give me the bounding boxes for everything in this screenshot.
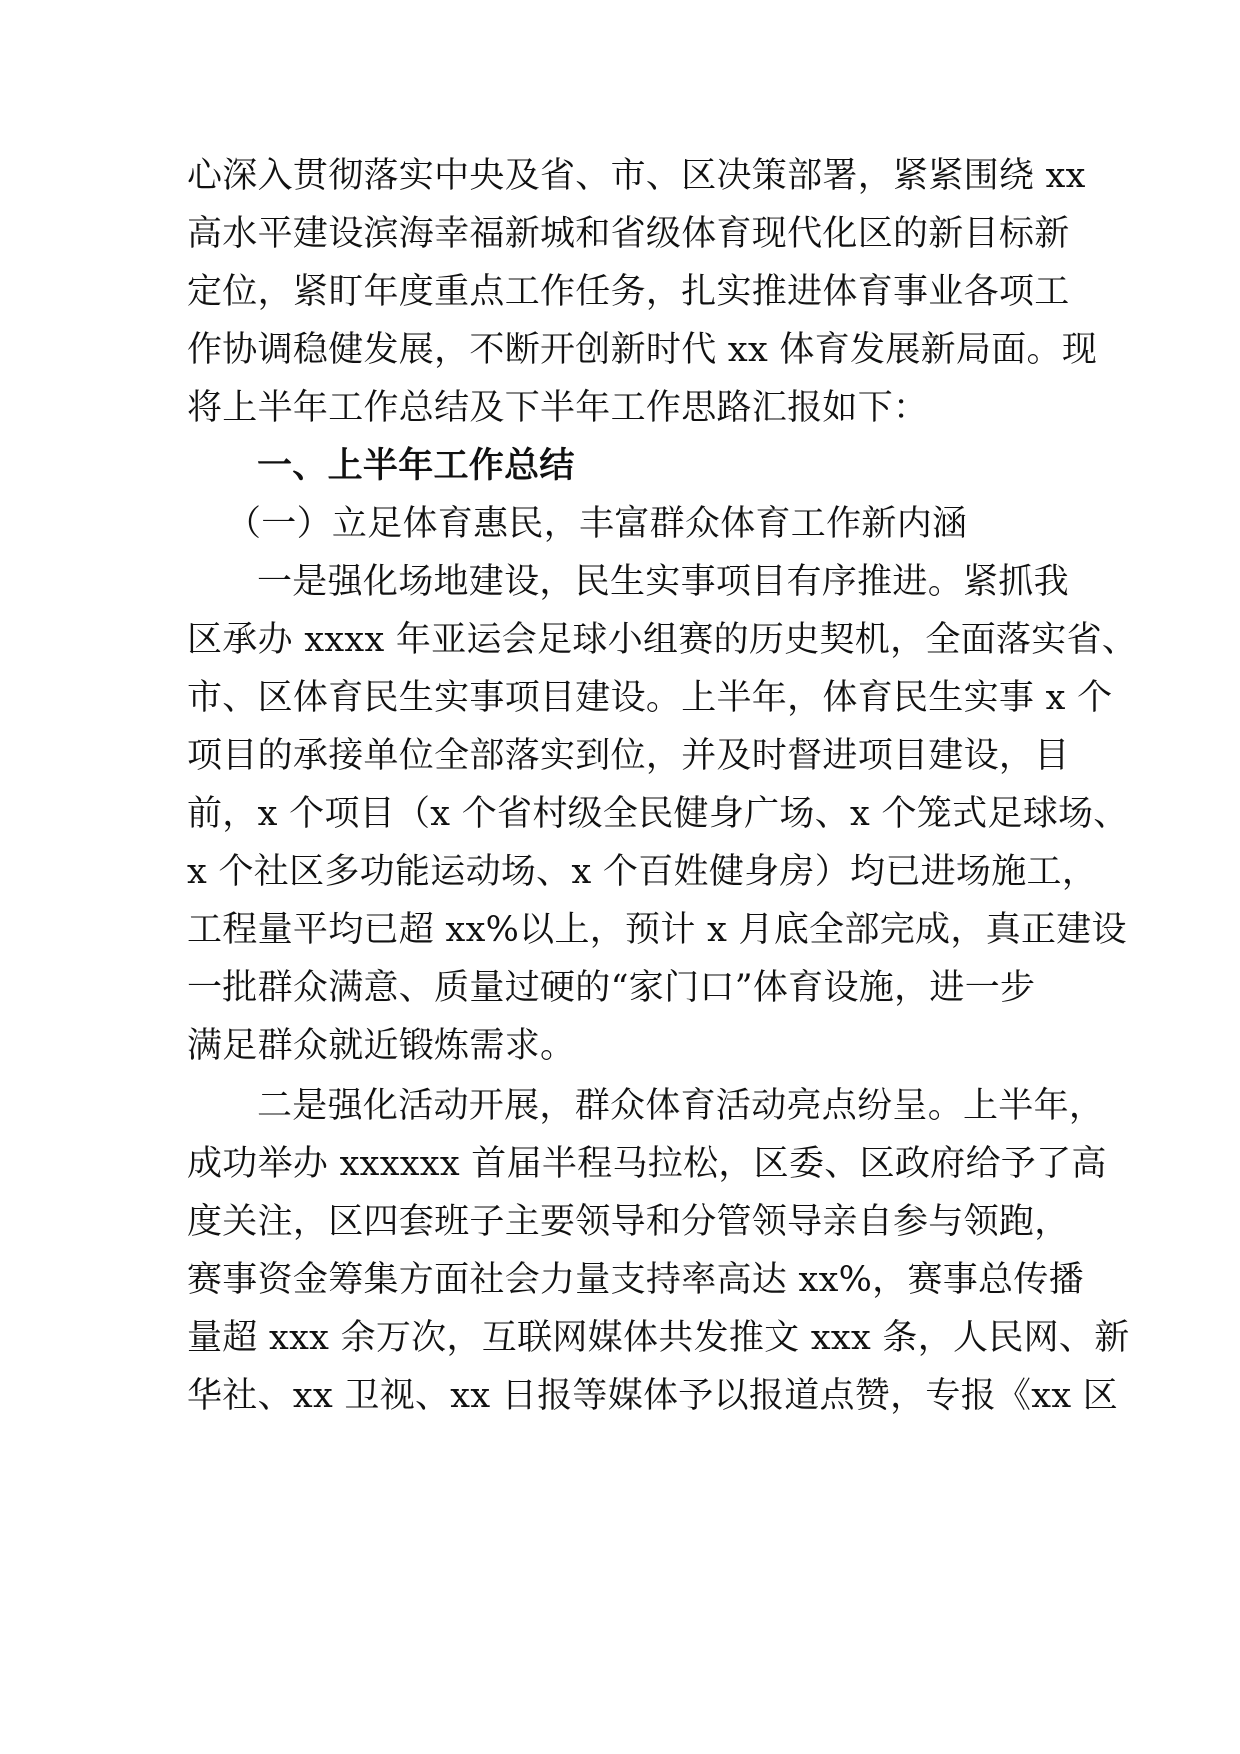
body-text-line: 作协调稳健发展，不断开创新时代 xx 体育发展新局面。现	[187, 330, 1098, 370]
body-text-line: 赛事资金筹集方面社会力量支持率高达 xx%，赛事总传播	[187, 1260, 1084, 1300]
body-text-line: 定位，紧盯年度重点工作任务，扎实推进体育事业各项工	[187, 272, 1070, 312]
body-text-line: 将上半年工作总结及下半年工作思路汇报如下：	[187, 388, 929, 428]
paragraph-first-line: 二是强化活动开展，群众体育活动亮点纷呈。上半年，	[257, 1086, 1105, 1126]
paragraph-first-line: 一是强化场地建设，民生实事项目有序推进。紧抓我	[257, 562, 1069, 602]
body-text-line: 量超 xxx 余万次，互联网媒体共发推文 xxx 条，人民网、新	[187, 1318, 1130, 1358]
body-text-line: 满足群众就近锻炼需求。	[187, 1026, 576, 1066]
body-text-line: 度关注，区四套班子主要领导和分管领导亲自参与领跑，	[187, 1202, 1070, 1242]
subsection-heading: （一）立足体育惠民，丰富群众体育工作新内涵	[226, 504, 968, 544]
body-text-line: 工程量平均已超 xx%以上，预计 x 月底全部完成，真正建设	[187, 910, 1127, 950]
body-text-line: 区承办 xxxx 年亚运会足球小组赛的历史契机，全面落实省、	[187, 620, 1138, 660]
body-text-line: 高水平建设滨海幸福新城和省级体育现代化区的新目标新	[187, 214, 1070, 254]
body-text-line: 华社、xx 卫视、xx 日报等媒体予以报道点赞，专报《xx 区	[187, 1376, 1119, 1416]
body-text-line: x 个社区多功能运动场、x 个百姓健身房）均已进场施工，	[187, 852, 1098, 892]
body-text-line: 成功举办 xxxxxx 首届半程马拉松，区委、区政府给予了高	[187, 1144, 1107, 1184]
body-text-line: 心深入贯彻落实中央及省、市、区决策部署，紧紧围绕 xx	[187, 156, 1086, 196]
section-heading: 一、上半年工作总结	[257, 445, 575, 486]
body-text-line: 项目的承接单位全部落实到位，并及时督进项目建设，目	[187, 736, 1070, 776]
body-text-line: 一批群众满意、质量过硬的“家门口”体育设施，进一步	[187, 968, 1036, 1008]
body-text-line: 市、区体育民生实事项目建设。上半年，体育民生实事 x 个	[187, 678, 1113, 718]
body-text-line: 前，x 个项目（x 个省村级全民健身广场、x 个笼式足球场、	[187, 794, 1129, 834]
